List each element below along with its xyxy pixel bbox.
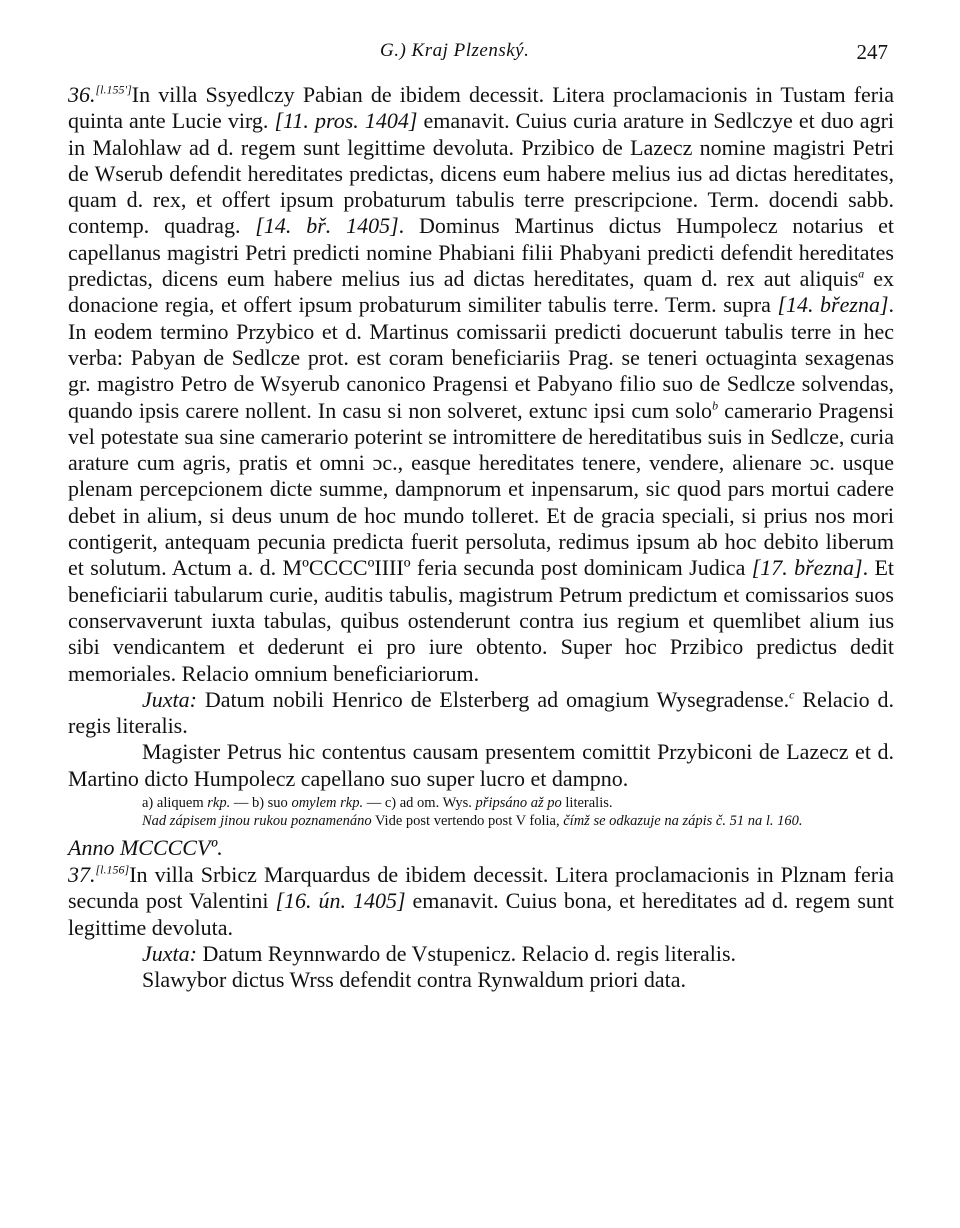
footnotes — [68, 794, 894, 830]
footnote-italic: připsáno až po — [475, 795, 562, 812]
entry-36-magister: Magister Petrus hic contentus causam presentem comittit Przybiconi de Lazecz et d. Martino dicto Humpolecz capellano suo super lucro et dampno. — [68, 739, 894, 791]
entry-36-date-3: [14. března] — [777, 292, 889, 318]
entry-37-date: [16. ún. 1405] — [275, 888, 406, 914]
running-title: G.) Kraj Plzenský. — [380, 40, 530, 61]
entry-36-date-4: [17. března] — [751, 555, 863, 581]
entry-36-text: In villa Ssyedlczy Pabian de ibidem decessit. Litera proclamacionis in Tustam feria quinta ante Lucie virg. — [68, 82, 894, 134]
footnote-text: Vide post vertendo post V folia, — [371, 813, 564, 830]
footnote-italic: omylem rkp. — [291, 795, 364, 812]
entry-36-date-1: [11. pros. 1404] — [274, 108, 418, 134]
entry-36-paragraph — [68, 82, 894, 687]
footnote-text: — b) suo — [230, 795, 292, 812]
juxta-label: Juxta: — [142, 686, 197, 712]
entry-36-folio: [l.155'] — [95, 82, 132, 97]
page-header — [0, 40, 960, 70]
entry-36-text: camerario Pragensi vel potestate sua sine camerario poterint se intromittere de hereditatibus suis in Sedlcze, curia arature cum agris, pratis et omni ɔc., easque hereditates tenere, vendere, alienare ɔc. usque plenam percepcionem dicte summe, dampnorum et inpensarum, sic quod pars mortui cadere debet in alium, si deus unum de hoc mundo tolleret. Et de gracia speciali, si prius nos mori contigerit, antequam pecunia predicta fuerit persoluta, redimus ipsum ab hoc debito liberum et solutum. Actum a. d. MºCCCCºIIIIº feria secunda post dominicam Judica — [68, 397, 894, 581]
entry-36-juxta — [68, 687, 894, 740]
footnote-line — [68, 812, 894, 830]
footnote-ref-a: a — [858, 266, 865, 281]
footnote-ref-b: b — [712, 398, 719, 413]
footnote-italic: čímž se odkazuje na zápis č. 51 na l. 160. — [563, 813, 803, 830]
entry-37-paragraph — [68, 862, 894, 941]
entry-36-date-2: [14. bř. 1405] — [255, 213, 399, 239]
page-number: 247 — [856, 40, 888, 64]
year-heading: Anno MCCCCVº. — [68, 835, 223, 861]
entry-36-text: emanavit. Cuius curia arature in Sedlczye et duo agri in Malohlaw ad d. regem sunt legittime devoluta. Przibico de Lazecz nomine magistri Petri de Wserub defendit hereditates predictas, dicens eum habere melius ius ad dictas hereditates, quam d. rex, et offert ipsum probaturum tabulis terre prescripcione. Term. docendi sabb. contemp. quadrag. — [68, 108, 895, 239]
juxta-label: Juxta: — [142, 940, 197, 966]
entry-37-number: 37. — [68, 862, 96, 888]
entry-37-juxta — [68, 941, 894, 967]
entry-37-text: emanavit. Cuius bona, et hereditates ad d. regem sunt legittime devoluta. — [68, 888, 895, 940]
footnote-text: a) aliquem — [142, 795, 208, 812]
juxta-text: Datum Reynnwardo de Vstupenicz. Relacio d. regis literalis. — [196, 940, 737, 966]
entry-36-text: . Et beneficiarii tabularum curie, auditis tabulis, magistrum Petrum predictum et comissarios suos conservaverunt iuxta tabulas, quibus ostenderunt contra ius regium et quemlibet alium ius sibi vendicantem et dederunt ei pro iure obtento. Super hoc Przibico predictus dedit memoriales. Relacio omnium beneficiariorum. — [68, 555, 894, 686]
entry-37-text: In villa Srbicz Marquardus de ibidem decessit. Litera proclamacionis in Plznam feria secunda post Valentini — [68, 862, 894, 914]
entry-37-slawybor: Slawybor dictus Wrss defendit contra Rynwaldum priori data. — [142, 967, 687, 993]
footnote-text: literalis. — [561, 795, 613, 812]
entry-37-folio: [l.156] — [95, 862, 130, 877]
footnote-ref-c: c — [789, 687, 795, 702]
page-body — [68, 82, 894, 994]
footnote-italic: rkp. — [207, 795, 231, 812]
juxta-text: Datum nobili Henrico de Elsterberg ad omagium Wysegradense. — [196, 686, 790, 712]
juxta-relacio: Relacio d. regis literalis. — [68, 686, 894, 739]
entry-36-text: . In eodem termino Przybico et d. Martinus comissarii predicti docuerunt tabulis terre in hec verba: Pabyan de Sedlcze prot. est coram beneficiariis Prag. se teneri octuaginta sexagenas gr. magistro Petro de Wsyerub canonico Pragensi et Pabyano filio suo de Sedlcze solvendas, quando ipsis carere nollent. In casu si non solveret, extunc ipsi cum solo — [68, 292, 895, 423]
footnote-text: — c) ad om. Wys. — [363, 795, 476, 812]
entry-36-text: . Dominus Martinus dictus Humpolecz notarius et capellanus magistri Petri predicti nomine Phabiani filii Phabyani predicti defendit hereditates predictas, dicens eum habere melius ius ad dictas hereditates, quam d. rex aut aliquis — [68, 213, 895, 292]
entry-36-text: ex donacione regia, et offert ipsum probaturum similiter tabulis terre. Term. supra — [68, 266, 894, 318]
footnote-italic: Nad zápisem jinou rukou poznamenáno — [142, 813, 372, 830]
entry-36-number: 36. — [68, 82, 96, 107]
footnote-line — [68, 794, 894, 812]
